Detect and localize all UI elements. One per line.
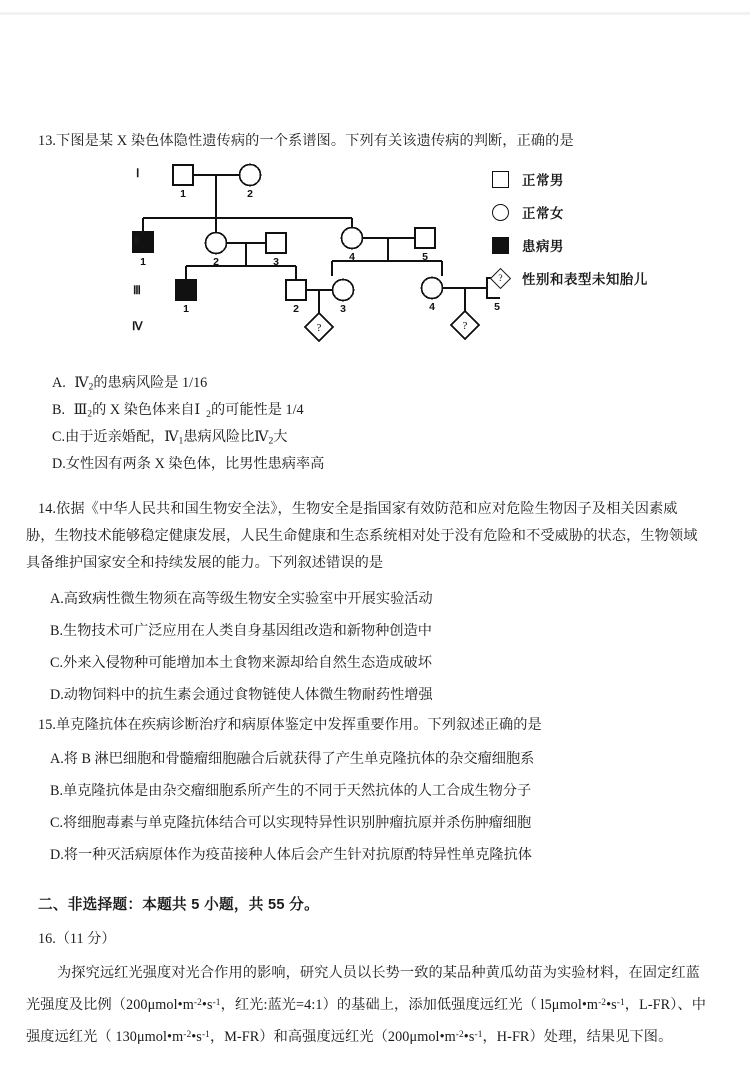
q13-option-b: [52, 399, 304, 422]
pedigree-label-III-5: 5: [494, 301, 500, 313]
q16-l3-sup3: -2: [455, 1029, 464, 1040]
q16-number: 16.（11 分）: [38, 931, 116, 947]
pedigree-label-III-3: 3: [340, 303, 346, 315]
q16-body-line-2: [26, 994, 706, 1017]
q13-option-d-letter: D.: [52, 456, 66, 472]
legend-label-normal-female: 正常女: [522, 206, 564, 221]
q16-l3-sup1: -2: [183, 1029, 192, 1040]
q14-option-d: D.动物饲料中的抗生素会通过食物链使人体微生物耐药性增强: [50, 687, 433, 703]
q14-stem-line-3: 具备维护国家安全和持续发展的能力。下列叙述错误的是: [26, 555, 384, 571]
diamond-question-mark: ?: [497, 273, 503, 284]
pedigree-label-II-3: 3: [273, 256, 279, 268]
q13-option-a-sub1: 2: [88, 381, 94, 393]
q13-option-c-t3: 大: [273, 429, 288, 445]
q13-option-b-letter: B.: [52, 402, 66, 418]
q15-option-a: A.将 B 淋巴细胞和骨髓瘤细胞融合后就获得了产生单克隆抗体的杂交瘤细胞系: [50, 751, 535, 767]
pedigree-generation-IV: Ⅳ: [132, 321, 143, 333]
q16-l3-a: 强度远红光（ 130μmol•m: [26, 1029, 184, 1045]
q13-stem: 13.下图是某 X 染色体隐性遗传病的一个系谱图。下列有关该遗传病的判断，正确的是: [38, 133, 574, 149]
pedigree-label-III-2: 2: [293, 303, 299, 315]
legend-item-normal-male: [487, 163, 707, 196]
legend-item-affected-male: [487, 229, 707, 262]
q13-option-a: [52, 372, 207, 395]
q14-stem-line-2: 胁，生物技术能够稳定健康发展，人民生命健康和生态系统相对处于没有危险和不受威胁的状态，生物领域: [26, 528, 698, 544]
fetus-question-mark: ?: [462, 320, 468, 332]
q13-option-c: [52, 426, 288, 449]
q16-l3-sup4: -1: [474, 1029, 483, 1040]
q15-option-c: C.将细胞毒素与单克隆抗体结合可以实现特异性识别肿瘤抗原并杀伤肿瘤细胞: [50, 815, 532, 831]
q16-l2-d: •s: [606, 997, 617, 1013]
q16-l2-e: ，L-FR）、中: [624, 997, 706, 1013]
pedigree-label-II-4: 4: [349, 251, 355, 263]
q13-option-b-t2: 的 X 染色体来自Ⅰ: [92, 402, 201, 418]
pedigree-label-I-1: 1: [180, 188, 186, 200]
q16-l3-e: ，H-FR）处理，结果见下图。: [482, 1029, 673, 1045]
legend-label-unknown-fetus: 性别和表型未知胎儿: [522, 272, 648, 287]
q14-option-b: B.生物技术可广泛应用在人类自身基因组改造和新物种创造中: [50, 623, 432, 639]
q16-l2-b: •s: [201, 997, 213, 1013]
q16-body-line-1: 为探究远红光强度对光合作用的影响，研究人员以长势一致的某品种黄瓜幼苗为实验材料，在固定红蓝: [57, 965, 700, 981]
q13-option-c-letter: C.: [52, 429, 66, 445]
q15-stem: 15.单克隆抗体在疾病诊断治疗和病原体鉴定中发挥重要作用。下列叙述正确的是: [38, 717, 542, 733]
pedigree-label-II-2: 2: [213, 256, 219, 268]
diamond-question-icon: [487, 266, 513, 292]
legend-label-affected-male: 患病男: [522, 239, 564, 254]
q13-option-b-sub1: 2: [87, 408, 93, 420]
q16-l2-sup1: -2: [193, 997, 202, 1008]
pedigree-svg: [130, 158, 500, 348]
legend-label-normal-male: 正常男: [522, 173, 564, 188]
pedigree-generation-III: Ⅲ: [133, 285, 141, 297]
q13-option-c-sub2: 2: [268, 435, 274, 447]
pedigree-diagram: [130, 158, 500, 348]
q13-option-a-t2: 的患病风险是 1/16: [93, 375, 208, 391]
q13-option-d-t1: 女性因有两条 X 染色体，比男性患病率高: [65, 456, 325, 472]
q16-body-line-3: [26, 1026, 672, 1049]
q16-l2-a: 光强度及比例（200μmol•m: [26, 997, 194, 1013]
filled-square-icon: [487, 233, 513, 259]
open-square-icon: [487, 167, 513, 193]
q16-l2-c: ，红光:蓝光=4:1）的基础上，添加低强度远红光（ l5μmol•m: [220, 997, 599, 1013]
fetus-question-mark: ?: [316, 322, 322, 334]
q16-l3-b: •s: [191, 1029, 202, 1045]
q16-l3-sup2: -1: [201, 1029, 210, 1040]
q16-l2-sup3: -2: [598, 997, 607, 1008]
pedigree-legend: [487, 163, 707, 293]
q14-option-a: A.高致病性微生物须在高等级生物安全实验室中开展实验活动: [50, 591, 433, 607]
q16-l3-c: ，M-FR）和高强度远红光（200μmol•m: [209, 1029, 456, 1045]
q13-option-b-t1: Ⅲ: [73, 402, 88, 418]
legend-item-normal-female: [487, 196, 707, 229]
q15-option-b: B.单克隆抗体是由杂交瘤细胞系所产生的不同于天然抗体的人工合成生物分子: [50, 783, 532, 799]
section-two-heading: 二、非选择题：本题共 5 小题，共 55 分。: [38, 897, 319, 913]
pedigree-label-II-5: 5: [422, 251, 428, 263]
q16-l2-sup2: -1: [212, 997, 221, 1008]
q13-option-a-t1: Ⅳ: [74, 375, 89, 391]
q13-option-c-t2: 患病风险比Ⅳ: [183, 429, 269, 445]
pedigree-label-I-2: 2: [247, 188, 253, 200]
pedigree-label-II-1: 1: [140, 256, 146, 268]
q16-l2-sup4: -1: [616, 997, 625, 1008]
q14-stem-line-1: 14.依据《中华人民共和国生物安全法》，生物安全是指国家有效防范和应对危险生物因子及相关因素威: [38, 501, 678, 517]
q13-option-a-letter: A.: [52, 375, 66, 391]
q13-option-d: [52, 453, 324, 476]
pedigree-label-III-1: 1: [183, 303, 189, 315]
q13-option-c-t1: 由于近亲婚配，Ⅳ: [65, 429, 179, 445]
q15-option-d: D.将一种灭活病原体作为疫苗接种人体后会产生针对抗原酌特异性单克隆抗体: [50, 847, 532, 863]
q14-option-c: C.外来入侵物种可能增加本土食物来源却给自然生态造成破坏: [50, 655, 432, 671]
legend-item-unknown-fetus: [487, 262, 707, 295]
open-circle-icon: [487, 200, 513, 226]
q13-option-b-sub2: 2: [206, 408, 211, 420]
q13-option-b-t3: 的可能性是 1/4: [210, 402, 304, 418]
pedigree-label-III-4: 4: [429, 301, 435, 313]
pedigree-generation-I: Ⅰ: [136, 168, 140, 180]
pedigree-generation-II: Ⅱ: [134, 235, 140, 247]
q16-l3-d: •s: [463, 1029, 475, 1045]
q13-option-c-sub1: 1: [178, 435, 184, 447]
